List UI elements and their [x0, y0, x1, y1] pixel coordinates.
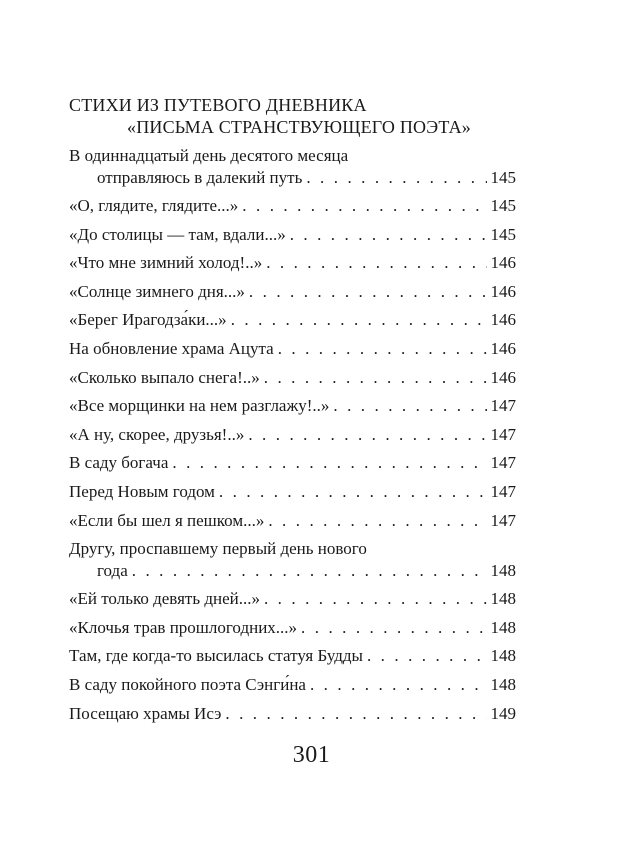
toc-entry-line	[69, 510, 516, 532]
toc-entry-page: 146	[490, 338, 516, 358]
dot-leader	[290, 224, 487, 246]
toc-entry-page: 145	[490, 196, 516, 215]
toc-entry-title: Другу, проспавшему первый день нового	[69, 539, 367, 559]
toc-entry	[69, 674, 516, 703]
dot-leader	[367, 645, 487, 667]
toc-entry-title: В саду покойного поэта Сэнги́на	[69, 674, 306, 694]
section-heading-line-2: «ПИСЬМА СТРАНСТВУЮЩЕГО ПОЭТА»	[127, 117, 472, 137]
toc-entry-page: 148	[490, 561, 516, 581]
toc-entry-page: 147	[490, 424, 516, 444]
toc-entry-title: «Солнце зимнего дня...»	[69, 281, 245, 301]
dot-leader	[172, 452, 486, 474]
toc-entry-page: 148	[490, 589, 516, 609]
toc-entry-title: «Если бы шел я пешком...»	[69, 510, 265, 530]
toc-entry	[69, 252, 516, 281]
toc-entry-title: «О, глядите, глядите...»	[69, 196, 239, 215]
toc-entry-title: «Ей только девять дней...»	[69, 589, 260, 609]
dot-leader	[225, 703, 486, 725]
toc-entry	[69, 452, 516, 481]
dot-leader	[306, 167, 486, 189]
toc-entry-title: «А ну, скорее, друзья!..»	[69, 424, 245, 444]
dot-leader	[268, 510, 486, 532]
toc-entry	[69, 510, 516, 539]
dot-leader	[264, 588, 487, 610]
toc-entry-page: 147	[490, 481, 516, 501]
toc-entry	[69, 538, 516, 588]
toc-entry	[69, 645, 516, 674]
toc-entry	[69, 395, 516, 424]
table-of-contents	[69, 145, 516, 731]
toc-entry-line	[69, 195, 516, 217]
toc-entry-line	[69, 367, 516, 389]
toc-entry-first-line	[69, 145, 516, 167]
toc-entry-title: На обновление храма Ацута	[69, 338, 274, 358]
toc-entry-page: 146	[490, 281, 516, 301]
dot-leader	[248, 424, 486, 446]
toc-entry-page: 147	[490, 510, 516, 530]
toc-entry-line	[69, 617, 516, 639]
toc-entry-title: В саду богача	[69, 453, 169, 473]
dot-leader	[333, 395, 486, 417]
toc-entry-line	[69, 452, 516, 474]
toc-entry-title: Там, где когда-то высилась статуя Будды	[69, 646, 363, 666]
toc-entry-line	[69, 645, 516, 667]
toc-entry-continuation-line	[69, 560, 516, 582]
toc-entry	[69, 338, 516, 367]
page-number: 301	[292, 742, 331, 768]
toc-entry	[69, 281, 516, 310]
toc-entry-title: «Сколько выпало снега!..»	[69, 367, 260, 387]
toc-entry-title: Перед Новым годом	[69, 481, 215, 501]
toc-entry-page: 148	[490, 617, 516, 637]
toc-entry-page: 146	[490, 253, 516, 273]
dot-leader	[132, 560, 487, 582]
toc-entry-line	[69, 703, 516, 725]
toc-entry-line	[69, 309, 516, 331]
toc-entry-line	[69, 674, 516, 696]
toc-entry-title: «Что мне зимний холод!..»	[69, 253, 263, 273]
toc-entry	[69, 703, 516, 732]
toc-entry-page: 147	[490, 396, 516, 416]
toc-entry-page: 149	[490, 703, 516, 723]
dot-leader	[219, 481, 487, 503]
dot-leader	[264, 367, 487, 389]
toc-entry-page: 145	[490, 168, 516, 187]
toc-entry-line	[69, 481, 516, 503]
toc-entry	[69, 617, 516, 646]
toc-entry-first-line	[69, 538, 516, 560]
toc-entry-page: 145	[490, 224, 516, 244]
toc-entry-line	[69, 338, 516, 360]
toc-entry	[69, 195, 516, 224]
toc-entry	[69, 309, 516, 338]
toc-entry-page: 148	[490, 674, 516, 694]
toc-entry-page: 147	[490, 453, 516, 473]
toc-entry	[69, 145, 516, 195]
toc-entry-line	[69, 252, 516, 274]
dot-leader	[249, 281, 487, 303]
toc-entry-page: 146	[490, 310, 516, 330]
toc-entry	[69, 424, 516, 453]
section-heading-line-1: СТИХИ ИЗ ПУТЕВОГО ДНЕВНИКА	[69, 95, 367, 115]
toc-entry-title: «Клочья трав прошлогодних...»	[69, 617, 298, 637]
toc-entry-title: «До столицы — там, вдали...»	[69, 224, 286, 244]
toc-entry	[69, 481, 516, 510]
toc-entry-page: 148	[490, 646, 516, 666]
toc-entry-title: Посещаю храмы Исэ	[69, 703, 222, 723]
toc-entry	[69, 224, 516, 253]
toc-entry	[69, 588, 516, 617]
toc-entry	[69, 367, 516, 396]
toc-entry-line	[69, 281, 516, 303]
toc-entry-line	[69, 588, 516, 610]
toc-entry-line	[69, 424, 516, 446]
dot-leader	[310, 674, 487, 696]
toc-entry-continuation-line	[69, 167, 516, 189]
toc-entry-title: «Все морщинки на нем разглажу!..»	[69, 396, 330, 416]
section-heading	[69, 94, 529, 138]
toc-entry-title: «Берег Ирагодза́ки...»	[69, 310, 227, 330]
toc-entry-line	[69, 395, 516, 417]
toc-entry-title-continued: года	[97, 561, 128, 581]
toc-entry-title-continued: отправляюсь в далекий путь	[97, 168, 303, 187]
toc-entry-page: 146	[490, 367, 516, 387]
dot-leader	[231, 309, 487, 331]
toc-entry-title: В одиннадцатый день десятого месяца	[69, 146, 349, 165]
dot-leader	[242, 195, 486, 217]
dot-leader	[301, 617, 486, 639]
dot-leader	[278, 338, 487, 360]
dot-leader	[266, 252, 486, 274]
toc-entry-line	[69, 224, 516, 246]
